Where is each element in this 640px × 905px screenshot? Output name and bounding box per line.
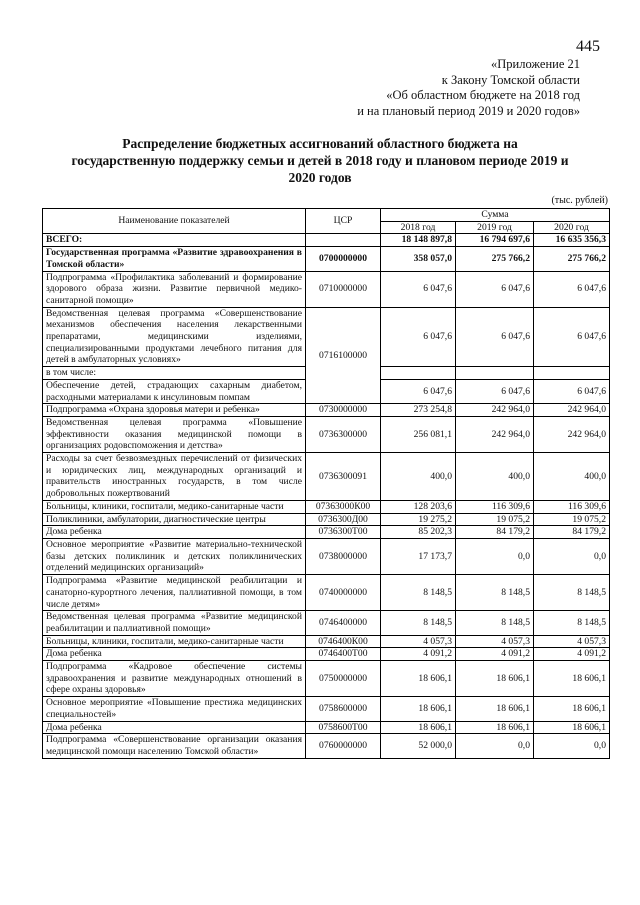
row-csr: 0730000000 (306, 404, 381, 417)
row-name: Подпрограмма «Кадровое обеспечение системы здравоохранения и развитие международных отношений в сфере охраны здоровья» (43, 661, 306, 697)
row-name: Дома ребенка (43, 648, 306, 661)
row-csr: 0760000000 (306, 734, 381, 758)
budget-table (42, 208, 610, 759)
row-value-2018: 6 047,6 (381, 271, 456, 307)
row-value-2019: 275 766,2 (456, 247, 534, 271)
row-name: Расходы за счет безвозмездных перечислений от физических и юридических лиц, международных организаций и правительств иностранных государств, в том числе добровольных пожертвований (43, 453, 306, 501)
units-label: (тыс. рублей) (551, 195, 608, 206)
table-row (43, 453, 610, 501)
row-value-2018: 4 057,3 (381, 635, 456, 648)
header-csr: ЦСР (306, 209, 381, 234)
row-value-2019: 18 606,1 (456, 661, 534, 697)
row-value-2020: 16 635 356,3 (534, 234, 610, 247)
row-csr: 0746400000 (306, 611, 381, 635)
page-number: 445 (576, 38, 600, 55)
row-value-2020: 8 148,5 (534, 575, 610, 611)
row-csr: 0716100000 (306, 307, 381, 404)
row-value-2019: 19 075,2 (456, 513, 534, 526)
row-value-2018: 273 254,8 (381, 404, 456, 417)
row-value-2018: 6 047,6 (381, 307, 456, 367)
row-name: Ведомственная целевая программа «Совершенствование механизмов обеспечения населения лекарственными препаратами, медицинскими изделиями, специализированными продуктами лечебного питания для детей в амбулаторных условиях» (43, 307, 306, 367)
row-value-2019: 18 606,1 (456, 721, 534, 734)
row-csr: 0700000000 (306, 247, 381, 271)
row-value-2018: 85 202,3 (381, 526, 456, 539)
row-csr: 0746400Т00 (306, 648, 381, 661)
table-row (43, 500, 610, 513)
appendix-line-4: и на плановый период 2019 и 2020 годов» (357, 103, 580, 118)
row-value-2020: 18 606,1 (534, 721, 610, 734)
row-value-2018: 8 148,5 (381, 575, 456, 611)
row-value-2020: 242 964,0 (534, 404, 610, 417)
row-value-2019: 4 057,3 (456, 635, 534, 648)
header-year-2019: 2019 год (456, 221, 534, 234)
row-value-2018 (381, 367, 456, 380)
row-value-2018: 4 091,2 (381, 648, 456, 661)
row-value-2019: 116 309,6 (456, 500, 534, 513)
table-row (43, 661, 610, 697)
row-name: Ведомственная целевая программа «Развитие медицинской реабилитации и паллиативной помощи» (43, 611, 306, 635)
row-value-2020: 6 047,6 (534, 379, 610, 403)
row-value-2020: 18 606,1 (534, 697, 610, 721)
row-value-2020: 0,0 (534, 538, 610, 574)
appendix-line-2: к Закону Томской области (441, 72, 580, 87)
row-value-2019: 400,0 (456, 453, 534, 501)
row-name: Основное мероприятие «Развитие материально-технической базы детских поликлиник и детских поликлинических отделений медицинских организаций» (43, 538, 306, 574)
row-csr: 0736300000 (306, 416, 381, 452)
row-name: Основное мероприятие «Повышение престижа медицинских специальностей» (43, 697, 306, 721)
row-value-2020: 275 766,2 (534, 247, 610, 271)
row-value-2019: 242 964,0 (456, 404, 534, 417)
row-value-2020: 6 047,6 (534, 307, 610, 367)
row-value-2018: 6 047,6 (381, 379, 456, 403)
row-value-2018: 18 606,1 (381, 721, 456, 734)
row-name: Больницы, клиники, госпитали, медико-санитарные части (43, 635, 306, 648)
row-value-2019: 18 606,1 (456, 697, 534, 721)
table-row (43, 635, 610, 648)
table-row (43, 611, 610, 635)
row-value-2020 (534, 367, 610, 380)
header-year-2018: 2018 год (381, 221, 456, 234)
row-name: Подпрограмма «Охрана здоровья матери и ребенка» (43, 404, 306, 417)
table-row (43, 734, 610, 758)
row-value-2019: 16 794 697,6 (456, 234, 534, 247)
row-value-2020: 19 075,2 (534, 513, 610, 526)
table-row (43, 234, 610, 247)
row-value-2020: 400,0 (534, 453, 610, 501)
row-csr (306, 234, 381, 247)
row-value-2018: 256 081,1 (381, 416, 456, 452)
table-row (43, 526, 610, 539)
row-csr: 0758600000 (306, 697, 381, 721)
row-value-2019 (456, 367, 534, 380)
table-row (43, 307, 610, 367)
row-name: Дома ребенка (43, 526, 306, 539)
row-value-2020: 8 148,5 (534, 611, 610, 635)
row-name: Подпрограмма «Развитие медицинской реабилитации и санаторно-курортного лечения, паллиативной помощи, в том числе детям» (43, 575, 306, 611)
row-value-2019: 6 047,6 (456, 379, 534, 403)
table-row (43, 721, 610, 734)
row-value-2018: 18 606,1 (381, 697, 456, 721)
row-value-2019: 8 148,5 (456, 575, 534, 611)
row-csr: 0746400К00 (306, 635, 381, 648)
row-name: Обеспечение детей, страдающих сахарным диабетом, расходными материалами к инсулиновым помпам (43, 379, 306, 403)
table-row (43, 513, 610, 526)
appendix-header (357, 57, 580, 119)
header-year-2020: 2020 год (534, 221, 610, 234)
row-value-2020: 6 047,6 (534, 271, 610, 307)
row-value-2020: 0,0 (534, 734, 610, 758)
row-value-2019: 242 964,0 (456, 416, 534, 452)
row-name: Поликлиники, амбулатории, диагностические центры (43, 513, 306, 526)
row-value-2018: 18 606,1 (381, 661, 456, 697)
row-name: Государственная программа «Развитие здравоохранения в Томской области» (43, 247, 306, 271)
table-row (43, 575, 610, 611)
row-value-2020: 84 179,2 (534, 526, 610, 539)
row-csr: 0736300Д00 (306, 513, 381, 526)
row-value-2018: 18 148 897,8 (381, 234, 456, 247)
row-name: Ведомственная целевая программа «Повышение эффективности оказания медицинской помощи в организациях родовспоможения и детства» (43, 416, 306, 452)
table-row (43, 697, 610, 721)
document-title: Распределение бюджетных ассигнований областного бюджета на государственную поддержку семьи и детей в 2018 году и плановом периоде 2019 и 2020 годов (71, 136, 569, 185)
row-value-2018: 52 000,0 (381, 734, 456, 758)
row-value-2020: 4 057,3 (534, 635, 610, 648)
row-value-2019: 8 148,5 (456, 611, 534, 635)
row-value-2020: 18 606,1 (534, 661, 610, 697)
row-value-2020: 242 964,0 (534, 416, 610, 452)
row-value-2018: 19 275,2 (381, 513, 456, 526)
row-name: Подпрограмма «Профилактика заболеваний и формирование здорового образа жизни. Развитие первичной медико-санитарной помощи» (43, 271, 306, 307)
row-value-2019: 6 047,6 (456, 271, 534, 307)
row-name: Больницы, клиники, госпитали, медико-санитарные части (43, 500, 306, 513)
row-value-2018: 358 057,0 (381, 247, 456, 271)
row-csr: 0750000000 (306, 661, 381, 697)
row-name: Дома ребенка (43, 721, 306, 734)
row-value-2020: 116 309,6 (534, 500, 610, 513)
table-row (43, 404, 610, 417)
row-value-2019: 0,0 (456, 538, 534, 574)
row-csr: 0710000000 (306, 271, 381, 307)
row-name: ВСЕГО: (43, 234, 306, 247)
row-value-2020: 4 091,2 (534, 648, 610, 661)
row-name: в том числе: (43, 367, 306, 380)
header-sum: Сумма (381, 209, 610, 222)
row-value-2018: 8 148,5 (381, 611, 456, 635)
row-csr: 0738000000 (306, 538, 381, 574)
row-csr: 0740000000 (306, 575, 381, 611)
row-value-2018: 17 173,7 (381, 538, 456, 574)
row-value-2019: 0,0 (456, 734, 534, 758)
table-row (43, 247, 610, 271)
row-csr: 0736300Т00 (306, 526, 381, 539)
row-name: Подпрограмма «Совершенствование организации оказания медицинской помощи населению Томской области» (43, 734, 306, 758)
table-row (43, 538, 610, 574)
row-value-2018: 128 203,6 (381, 500, 456, 513)
table-row (43, 648, 610, 661)
row-csr: 0758600Т00 (306, 721, 381, 734)
row-value-2019: 4 091,2 (456, 648, 534, 661)
row-value-2019: 6 047,6 (456, 307, 534, 367)
row-value-2018: 400,0 (381, 453, 456, 501)
table-row (43, 416, 610, 452)
row-value-2019: 84 179,2 (456, 526, 534, 539)
appendix-line-3: «Об областном бюджете на 2018 год (386, 88, 580, 102)
appendix-line-1: «Приложение 21 (491, 57, 580, 71)
row-csr: 0736300091 (306, 453, 381, 501)
row-csr: 07363000К00 (306, 500, 381, 513)
table-row (43, 271, 610, 307)
header-name: Наименование показателей (43, 209, 306, 234)
